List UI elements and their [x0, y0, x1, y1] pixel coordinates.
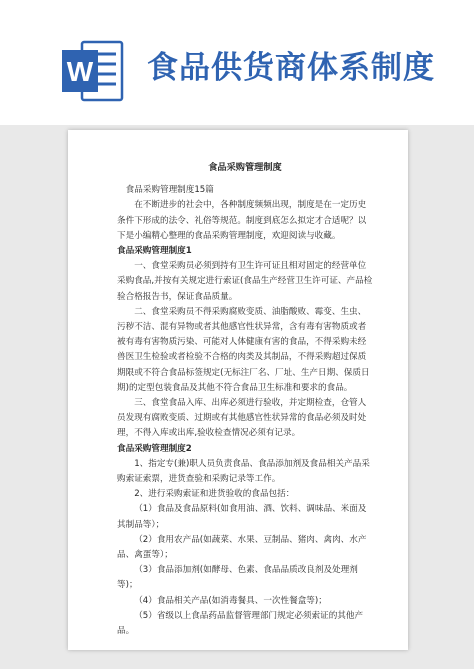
banner [0, 0, 474, 125]
word-document-icon [60, 40, 124, 102]
list-item: （1）食品及食品原料(如食用油、酒、饮料、调味品、米面及其制品等）； [117, 504, 367, 530]
list-item: （5）省级以上食品药品监督管理部门规定必须索证的其他产品。 [117, 610, 364, 637]
list-item: （3）食品添加剂(如酵母、色素、食品品质改良剂及处理剂等)； [117, 565, 358, 591]
section-1-clause-3: 三、食堂食品入库、出库必须进行验收，并定期检查，仓管人员发现有腐败变质、过期或有其他感官性状异常的食品必须及时处理，不得入库或出库,验收检查情况必须有记录。 [117, 398, 367, 439]
section-1-clause-2: 二、食堂采购员不得采购腐败变质、油脂酸败、霉变、生虫、污秽不洁、混有异物或者其他感官性状异常，含有毒有害物质或者被有毒有害物质污染、可能对人体健康有害的食品，不得采购未经兽医卫生检验或者检验不合格的肉类及其制品，不得采购超过保质期限或不符合食品标签规定(无标注厂名、厂址、生产日期、保质日期)的定型包装食品及其他不符合食品卫生标准和要求的食品。 [117, 306, 370, 393]
section-1-clause-1: 一、食堂采购员必须到持有卫生许可证且相对固定的经营单位采购食品,并按有关规定进行索证(食品生产经营卫生许可证、产品检验合格报告书，保证食品质量。 [117, 261, 373, 302]
list-item: （2）食用农产品(如蔬菜、水果、豆制品、猪肉、禽肉、水产品、禽蛋等）； [117, 534, 367, 561]
section-2-clause-2: 2、进行采购索证和进货验收的食品包括： [134, 489, 295, 500]
document-title: 食品采购管理制度 [208, 162, 282, 173]
section-heading-1: 食品采购管理制度1 [117, 246, 192, 257]
list-item: （4）食品相关产品(如消毒餐具、一次性餐盒等)； [134, 595, 327, 606]
banner-title: 食品供货商体系制度 [147, 50, 435, 86]
document-body [117, 160, 373, 639]
intro-paragraph: 在不断进步的社会中，各种制度频频出现，制度是在一定历史条件下形成的法令、礼俗等规范。制度到底怎么拟定才合适呢？以下是小编精心整理的食品采购管理制度，欢迎阅读与收藏。 [117, 200, 367, 241]
section-2-clause-1: 1、指定专(兼)职人员负责食品、食品添加剂及食品相关产品采购索证索票，进货查验和采购记录等工作。 [117, 458, 370, 485]
document-subtitle: 食品采购管理制度15篇 [125, 185, 214, 196]
section-heading-2: 食品采购管理制度2 [117, 443, 192, 454]
word-icon-letter: W [66, 56, 94, 87]
